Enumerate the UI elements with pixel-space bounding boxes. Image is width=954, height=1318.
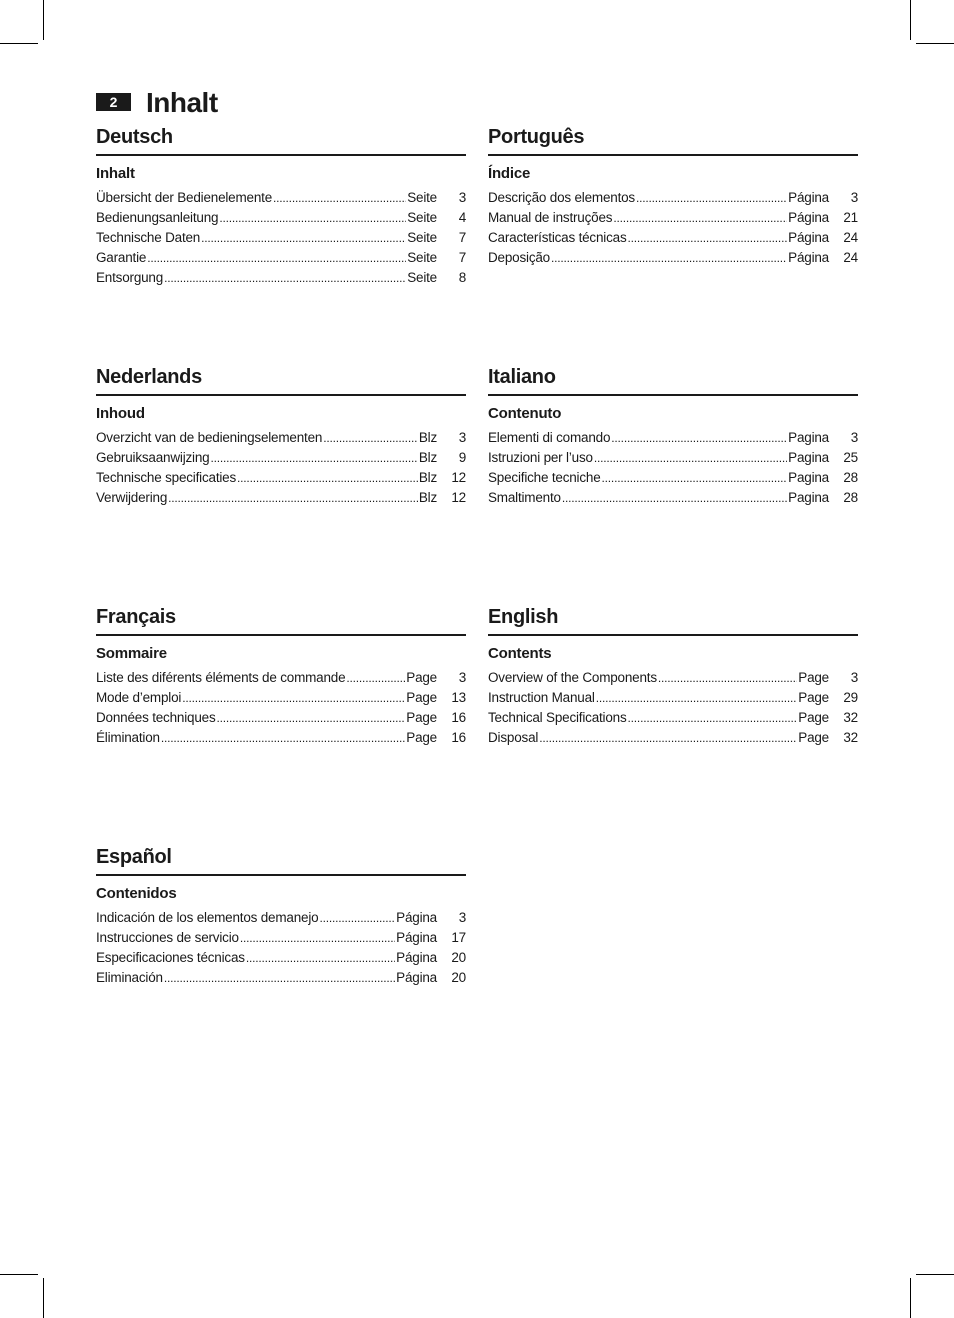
toc-page-word: Seite bbox=[407, 230, 437, 245]
toc-page-word: Pagina bbox=[788, 430, 829, 445]
crop-mark bbox=[43, 1278, 44, 1318]
dot-leader bbox=[658, 668, 797, 688]
toc-entry-label: Elementi di comando bbox=[488, 430, 611, 445]
page-title: Inhalt bbox=[146, 87, 218, 118]
toc-page-number: 17 bbox=[451, 930, 466, 945]
toc-section-portugues bbox=[488, 124, 858, 268]
crop-mark bbox=[0, 43, 38, 44]
toc-section-francais bbox=[96, 604, 466, 748]
page-number: 2 bbox=[96, 93, 131, 111]
toc-page-word: Pagina bbox=[788, 470, 829, 485]
toc-entry[interactable] bbox=[488, 668, 858, 688]
toc-entry[interactable] bbox=[96, 188, 466, 208]
dot-leader bbox=[628, 228, 788, 248]
toc-entry[interactable] bbox=[488, 488, 858, 508]
toc-entry-label: Bedienungsanleitung bbox=[96, 210, 219, 225]
toc-page-word: Página bbox=[396, 950, 437, 965]
toc-page-word: Página bbox=[788, 230, 829, 245]
section-subtitle: Contenuto bbox=[488, 405, 562, 422]
toc-page-word: Página bbox=[788, 190, 829, 205]
toc-entry-label: Eliminación bbox=[96, 970, 163, 985]
toc-page-number: 16 bbox=[451, 710, 466, 725]
toc-section-deutsch bbox=[96, 124, 466, 288]
toc-page-word: Blz bbox=[418, 450, 437, 465]
toc-entry[interactable] bbox=[96, 908, 466, 928]
dot-leader bbox=[323, 428, 418, 448]
toc-entry[interactable] bbox=[488, 188, 858, 208]
toc-entry-label: Technische specificaties bbox=[96, 470, 237, 485]
toc-page-number: 4 bbox=[458, 210, 466, 225]
dot-leader bbox=[161, 728, 405, 748]
toc-entry[interactable] bbox=[96, 428, 466, 448]
toc-list bbox=[488, 668, 858, 748]
toc-page-word: Blz bbox=[418, 470, 437, 485]
toc-entry-label: Entsorgung bbox=[96, 270, 164, 285]
dot-leader bbox=[219, 208, 406, 228]
toc-entry[interactable] bbox=[96, 268, 466, 288]
dot-leader bbox=[168, 488, 418, 508]
toc-page-number: 3 bbox=[850, 430, 858, 445]
toc-page-number: 3 bbox=[850, 670, 858, 685]
toc-page-number: 28 bbox=[843, 490, 858, 505]
dot-leader bbox=[319, 908, 395, 928]
toc-entry[interactable] bbox=[96, 668, 466, 688]
dot-leader bbox=[346, 668, 405, 688]
toc-list bbox=[96, 908, 466, 988]
toc-page-word: Page bbox=[798, 710, 829, 725]
crop-mark bbox=[910, 0, 911, 40]
dot-leader bbox=[562, 488, 787, 508]
section-divider bbox=[96, 874, 466, 876]
dot-leader bbox=[164, 968, 395, 988]
toc-entry-label: Élimination bbox=[96, 730, 160, 745]
section-divider bbox=[488, 634, 858, 636]
dot-leader bbox=[611, 428, 787, 448]
section-subtitle: Índice bbox=[488, 165, 531, 182]
toc-page-word: Seite bbox=[407, 190, 437, 205]
section-title: English bbox=[488, 606, 559, 628]
toc-entry-label: Deposição bbox=[488, 250, 550, 265]
toc-entry-label: Smaltimento bbox=[488, 490, 561, 505]
toc-page-number: 3 bbox=[458, 910, 466, 925]
toc-list bbox=[488, 188, 858, 268]
section-divider bbox=[488, 394, 858, 396]
toc-entry-label: Garantie bbox=[96, 250, 147, 265]
toc-page-number: 25 bbox=[843, 450, 858, 465]
section-title: Português bbox=[488, 126, 585, 148]
toc-page-number: 7 bbox=[458, 230, 466, 245]
toc-entry[interactable] bbox=[96, 488, 466, 508]
dot-leader bbox=[246, 948, 395, 968]
toc-page-word: Página bbox=[788, 210, 829, 225]
crop-mark bbox=[0, 1274, 38, 1275]
toc-page-word: Seite bbox=[407, 250, 437, 265]
toc-entry[interactable] bbox=[96, 248, 466, 268]
toc-entry-label: Istruzioni per l’uso bbox=[488, 450, 593, 465]
section-subtitle: Inhalt bbox=[96, 165, 135, 182]
dot-leader bbox=[164, 268, 406, 288]
toc-page-number: 8 bbox=[458, 270, 466, 285]
section-subtitle: Inhoud bbox=[96, 405, 145, 422]
toc-entry-label: Instruction Manual bbox=[488, 690, 595, 705]
toc-entry-label: Verwijdering bbox=[96, 490, 168, 505]
dot-leader bbox=[636, 188, 787, 208]
toc-page-number: 16 bbox=[451, 730, 466, 745]
toc-entry-label: Overview of the Components bbox=[488, 670, 657, 685]
dot-leader bbox=[613, 208, 787, 228]
toc-entry-label: Indicación de los elementos demanejo bbox=[96, 910, 319, 925]
dot-leader bbox=[237, 468, 418, 488]
toc-section-english bbox=[488, 604, 858, 748]
toc-entry[interactable] bbox=[488, 688, 858, 708]
toc-entry[interactable] bbox=[96, 728, 466, 748]
toc-entry-label: Gebruiksaanwijzing bbox=[96, 450, 210, 465]
section-title: Français bbox=[96, 606, 176, 628]
toc-entry-label: Technische Daten bbox=[96, 230, 201, 245]
toc-entry[interactable] bbox=[96, 968, 466, 988]
toc-page-number: 3 bbox=[458, 190, 466, 205]
toc-page-number: 3 bbox=[458, 430, 466, 445]
toc-page-word: Page bbox=[406, 710, 437, 725]
section-divider bbox=[96, 394, 466, 396]
toc-page-number: 20 bbox=[451, 970, 466, 985]
dot-leader bbox=[596, 688, 798, 708]
toc-entry[interactable] bbox=[488, 448, 858, 468]
dot-leader bbox=[147, 248, 406, 268]
toc-entry-label: Disposal bbox=[488, 730, 539, 745]
section-subtitle: Contents bbox=[488, 645, 552, 662]
dot-leader bbox=[217, 708, 406, 728]
dot-leader bbox=[201, 228, 406, 248]
toc-page-word: Page bbox=[798, 690, 829, 705]
toc-entry[interactable] bbox=[488, 708, 858, 728]
toc-page-number: 29 bbox=[843, 690, 858, 705]
toc-entry[interactable] bbox=[488, 428, 858, 448]
dot-leader bbox=[210, 448, 417, 468]
toc-entry[interactable] bbox=[96, 928, 466, 948]
toc-page-number: 13 bbox=[451, 690, 466, 705]
section-subtitle: Contenidos bbox=[96, 885, 177, 902]
section-title: Italiano bbox=[488, 366, 556, 388]
toc-page-number: 32 bbox=[843, 710, 858, 725]
toc-page-number: 21 bbox=[843, 210, 858, 225]
crop-mark bbox=[910, 1278, 911, 1318]
section-divider bbox=[488, 154, 858, 156]
toc-page-word: Seite bbox=[407, 270, 437, 285]
dot-leader bbox=[539, 728, 797, 748]
toc-entry-label: Liste des diférents éléments de commande bbox=[96, 670, 346, 685]
toc-page-number: 9 bbox=[458, 450, 466, 465]
toc-page-number: 20 bbox=[451, 950, 466, 965]
toc-entry[interactable] bbox=[488, 208, 858, 228]
toc-page-number: 24 bbox=[843, 250, 858, 265]
toc-page-number: 7 bbox=[458, 250, 466, 265]
section-divider bbox=[96, 154, 466, 156]
section-title: Nederlands bbox=[96, 366, 202, 388]
toc-entry-label: Descrição dos elementos bbox=[488, 190, 635, 205]
toc-page-word: Page bbox=[406, 730, 437, 745]
toc-page-number: 28 bbox=[843, 470, 858, 485]
toc-list bbox=[96, 428, 466, 508]
toc-entry-label: Données techniques bbox=[96, 710, 216, 725]
toc-section-nederlands bbox=[96, 364, 466, 508]
toc-entry[interactable] bbox=[96, 228, 466, 248]
toc-entry-label: Características técnicas bbox=[488, 230, 627, 245]
crop-mark bbox=[916, 1274, 954, 1275]
toc-entry[interactable] bbox=[488, 228, 858, 248]
toc-page-number: 32 bbox=[843, 730, 858, 745]
toc-list bbox=[96, 188, 466, 288]
toc-entry[interactable] bbox=[488, 468, 858, 488]
toc-page-word: Página bbox=[788, 250, 829, 265]
section-title: Español bbox=[96, 846, 172, 868]
toc-entry-label: Instrucciones de servicio bbox=[96, 930, 239, 945]
dot-leader bbox=[182, 688, 405, 708]
toc-entry-label: Technical Specifications bbox=[488, 710, 627, 725]
toc-entry-label: Especificaciones técnicas bbox=[96, 950, 245, 965]
toc-page-word: Blz bbox=[418, 490, 437, 505]
toc-page-number: 12 bbox=[451, 490, 466, 505]
toc-entry[interactable] bbox=[96, 208, 466, 228]
toc-page-number: 12 bbox=[451, 470, 466, 485]
toc-entry-label: Overzicht van de bedieningselementen bbox=[96, 430, 323, 445]
toc-page-number: 3 bbox=[850, 190, 858, 205]
toc-entry[interactable] bbox=[96, 708, 466, 728]
toc-page-word: Página bbox=[396, 910, 437, 925]
toc-entry[interactable] bbox=[96, 688, 466, 708]
toc-entry[interactable] bbox=[96, 448, 466, 468]
toc-entry[interactable] bbox=[96, 468, 466, 488]
section-title: Deutsch bbox=[96, 126, 173, 148]
dot-leader bbox=[594, 448, 787, 468]
toc-page-word: Page bbox=[798, 670, 829, 685]
dot-leader bbox=[273, 188, 406, 208]
toc-entry-label: Mode d’emploi bbox=[96, 690, 182, 705]
toc-list bbox=[488, 428, 858, 508]
toc-page-word: Seite bbox=[407, 210, 437, 225]
toc-page-word: Pagina bbox=[788, 450, 829, 465]
dot-leader bbox=[551, 248, 787, 268]
crop-mark bbox=[43, 0, 44, 40]
toc-page-word: Página bbox=[396, 930, 437, 945]
toc-entry-label: Manual de instruções bbox=[488, 210, 613, 225]
toc-section-italiano bbox=[488, 364, 858, 508]
toc-page-word: Blz bbox=[418, 430, 437, 445]
section-subtitle: Sommaire bbox=[96, 645, 167, 662]
section-divider bbox=[96, 634, 466, 636]
dot-leader bbox=[602, 468, 788, 488]
dot-leader bbox=[628, 708, 798, 728]
crop-mark bbox=[916, 43, 954, 44]
toc-section-espanol bbox=[96, 844, 466, 988]
toc-entry[interactable] bbox=[488, 248, 858, 268]
toc-entry-label: Specifiche tecniche bbox=[488, 470, 601, 485]
toc-page-number: 24 bbox=[843, 230, 858, 245]
toc-page-word: Pagina bbox=[788, 490, 829, 505]
toc-entry-label: Übersicht der Bedienelemente bbox=[96, 190, 273, 205]
toc-page-word: Page bbox=[798, 730, 829, 745]
toc-page-word: Page bbox=[406, 670, 437, 685]
toc-page-number: 3 bbox=[458, 670, 466, 685]
dot-leader bbox=[240, 928, 395, 948]
toc-page-word: Página bbox=[396, 970, 437, 985]
toc-entry[interactable] bbox=[96, 948, 466, 968]
toc-page-word: Page bbox=[406, 690, 437, 705]
toc-list bbox=[96, 668, 466, 748]
toc-entry[interactable] bbox=[488, 728, 858, 748]
